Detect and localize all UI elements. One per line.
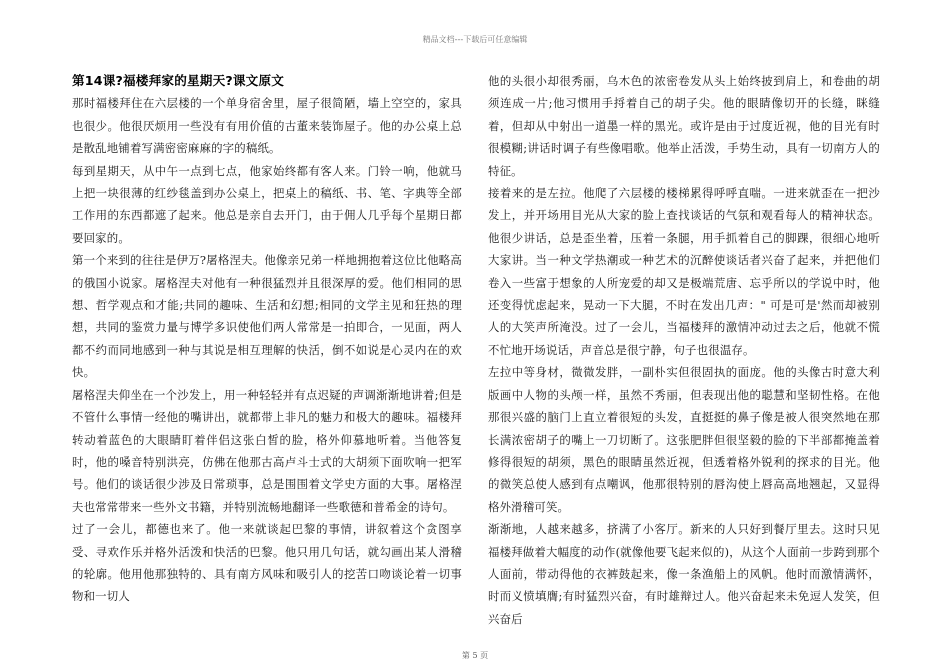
page-header: 精品文档---下载后可任意编辑 — [422, 35, 528, 44]
left-column — [72, 70, 462, 608]
right-column — [488, 70, 880, 630]
paragraph: 过了一会儿，都德也来了。他一来就谈起巴黎的事情，讲叙着这个贪图享受、寻欢作乐并格外活泼和快活的巴黎。他只用几句话，就勾画出某人滑稽的轮廓。他用他那独特的、具有南方风味和吸引人的挖苦口吻谈论着一切事物和一切人 — [72, 522, 462, 604]
paragraph: 每到星期天，从中午一点到七点，他家始终都有客人来。门铃一响，他就马上把一块很薄的红纱毯盖到办公桌上，把桌上的稿纸、书、笔、字典等全部工作用的东西都遮了起来。他总是亲自去开门，由于佣人几乎每个星期日都要回家的。 — [72, 163, 462, 245]
paragraph: 渐渐地，人越来越多，挤满了小客厅。新来的人只好到餐厅里去。这时只见福楼拜做着大幅度的动作(就像他要飞起来似的)，从这个人面前一步跨到那个人面前，带动得他的衣裤鼓起来，像一条渔船上的风帆。他时而激情满怀，时而义愤填膺;有时猛烈兴奋，有时雄辩过人。他兴奋起来未免逗人发笑，但兴奋后 — [488, 522, 880, 626]
page-number: 第 5 页 — [461, 651, 489, 660]
paragraph: 屠格涅夫仰坐在一个沙发上，用一种轻轻并有点迟疑的声调渐渐地讲着;但是不管什么事情一经他的嘴讲出，就都带上非凡的魅力和极大的趣味。福楼拜转动着蓝色的大眼睛盯着伴侣这张白皙的脸，格外仰慕地听着。当他答复时，他的嗓音特别洪亮，仿佛在他那古高卢斗士式的大胡须下面吹响一把军号。他们的谈话很少涉及日常琐事，总是围围着文学史方面的大事。屠格涅夫也常常带来一些外文书籍，并特别流畅地翻译一些歌德和普希金的诗句。 — [72, 387, 462, 514]
lesson-title: 第14课?福楼拜家的星期天?课文原文 — [72, 73, 285, 88]
paragraph: 他的头很小却很秀丽，乌木色的浓密卷发从头上始终披到肩上，和卷曲的胡须连成一片;他习惯用手捋着自己的胡子尖。他的眼睛像切开的长缝，眯缝着，但却从中射出一道墨一样的黑光。或许是由于过度近视，他的目光有时很模糊;讲话时调子有些像唱歌。他举止活泼，手势生动，具有一切南方人的特征。 — [488, 74, 880, 178]
paragraph: 那时福楼拜住在六层楼的一个单身宿舍里，屋子很简陋，墙上空空的，家具也很少。他很厌烦用一些没有有用价值的古董来装饰屋子。他的办公桌上总是散乱地铺着写满密密麻麻的字的稿纸。 — [72, 96, 462, 156]
paragraph: 第一个来到的往往是伊万?屠格涅夫。他像亲兄弟一样地拥抱着这位比他略高的俄国小说家。屠格涅夫对他有一种很猛烈并且很深厚的爱。他们相同的思想、哲学观点和才能;共同的趣味、生活和幻想;相同的文学主见和狂热的理想，共同的鉴赏力量与博学多识使他们两人常常是一拍即合，一见面，两人都不约而同地感到一种与其说是相互理解的快活，倒不如说是心灵内在的欢快。 — [72, 253, 462, 380]
paragraph: 左拉中等身材，微微发胖，一副朴实但很固执的面庞。他的头像古时意大利版画中人物的头颅一样，虽然不秀丽，但表现出他的聪慧和坚韧性格。在他那很兴盛的脑门上直立着很短的头发，直挺挺的鼻子像是被人很突然地在那长满浓密胡子的嘴上一刀切断了。这张肥胖但很坚毅的脸的下半部都掩盖着修得很短的胡须，黑色的眼睛虽然近视，但透着格外锐利的探求的目光。他的微笑总使人感到有点嘲讽，他那很特别的唇沟使上唇高高地翘起，又显得格外滑稽可笑。 — [488, 365, 880, 514]
paragraph: 接着来的是左拉。他爬了六层楼的楼梯累得呼呼直喘。一进来就歪在一把沙发上，并开场用目光从大家的脸上查找谈话的气氛和观看每人的精神状态。他很少讲话，总是歪坐着，压着一条腿，用手抓着自己的脚踝，很细心地听大家讲。当一种文学热潮或一种艺术的沉醉使谈话者兴奋了起来，并把他们卷入一些富于想象的人所宠爱的却又是极端荒唐、忘乎所以的学说中时，他还变得忧虑起来，晃动一下大腿，不时在发出几声：" 可是可是'然而却被别人的大笑声所淹没。过了一会儿，当福楼拜的激情冲动过去之后，他就不慌不忙地开场说话，声音总是很宁静，句子也很温存。 — [488, 186, 880, 357]
